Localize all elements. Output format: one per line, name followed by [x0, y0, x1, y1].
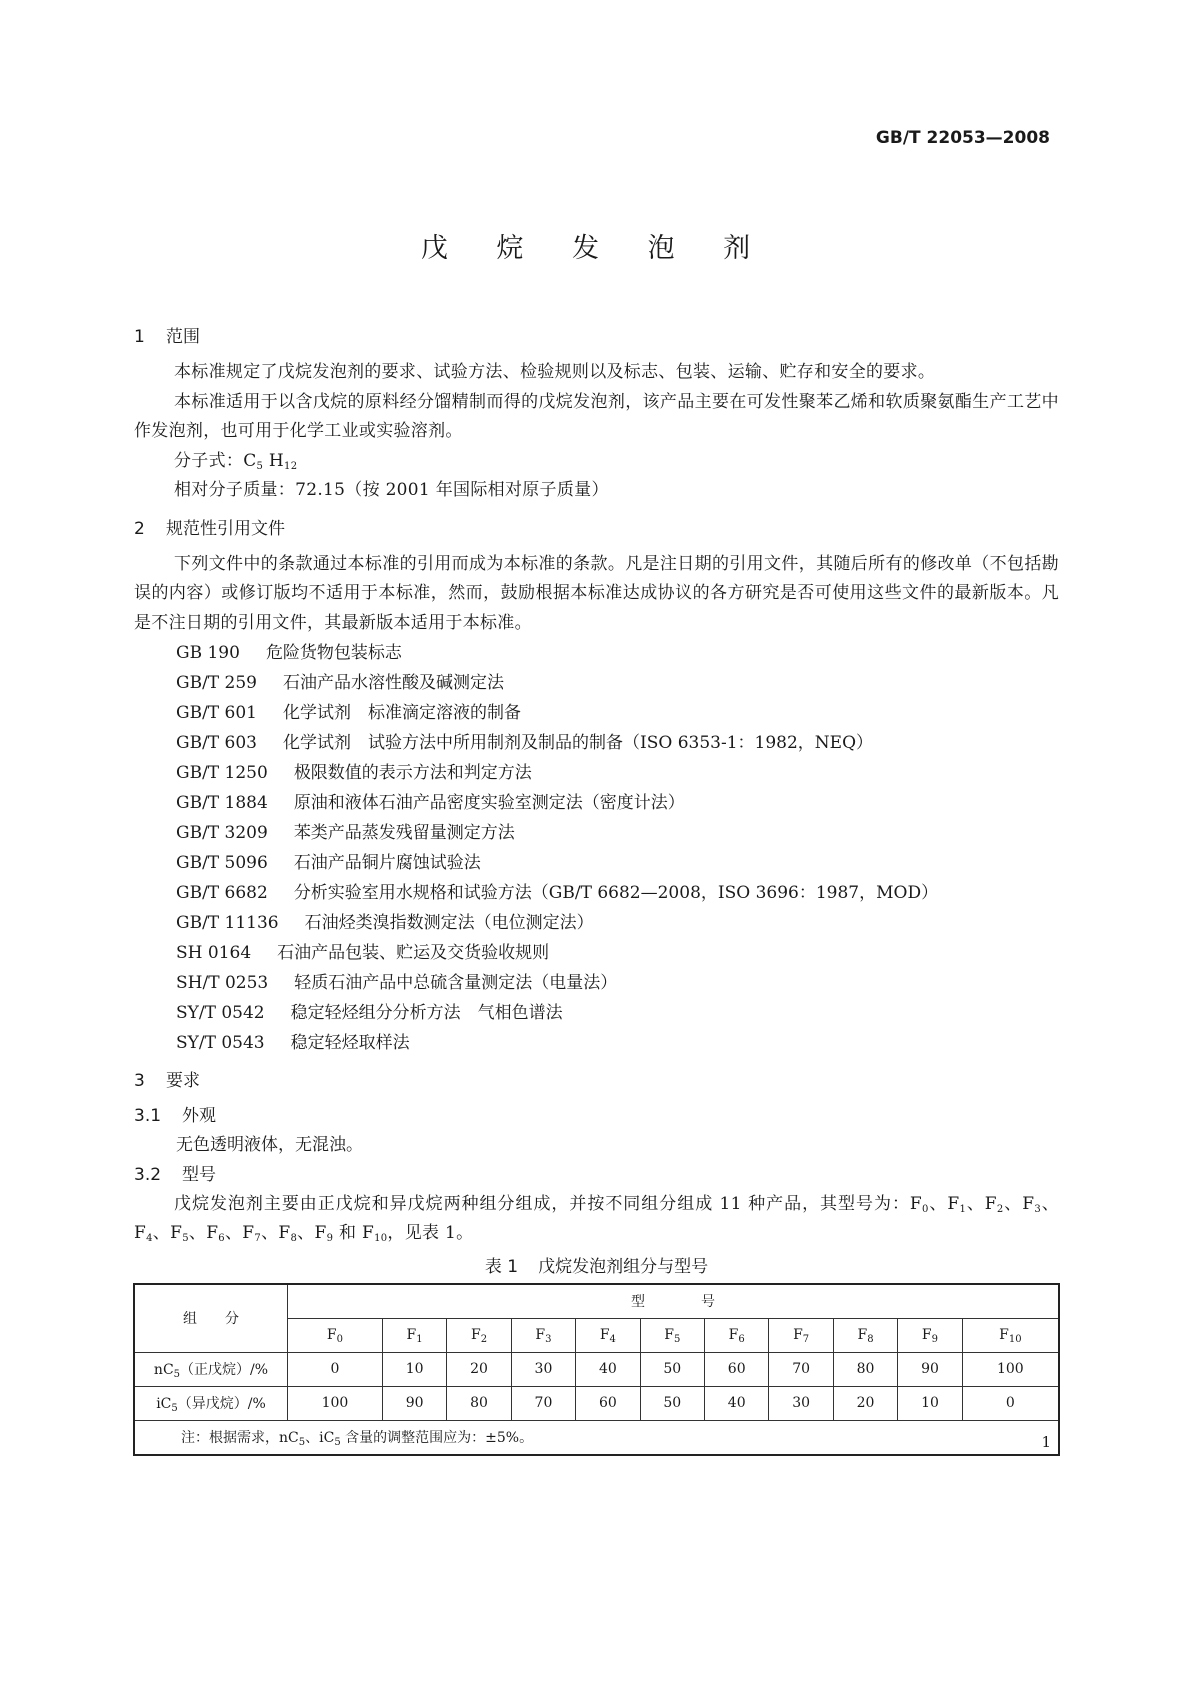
- table-cell: 70: [769, 1352, 833, 1386]
- reference-title: 极限数值的表示方法和判定方法: [293, 763, 532, 783]
- table-cell: 80: [833, 1352, 897, 1386]
- reference-title: 轻质石油产品中总硫含量测定法（电量法）: [294, 973, 618, 993]
- table-note: 注：根据需求，$nC_5$、$iC_5$ 含量的调整范围应为：±5%。: [134, 1420, 1059, 1455]
- model-code-cell: $F_3$: [511, 1318, 575, 1352]
- table-cell: 90: [898, 1352, 962, 1386]
- reference-item: [134, 788, 1059, 818]
- reference-title: 稳定轻烃组分分析方法 气相色谱法: [290, 1003, 563, 1023]
- model-code-cell: $F_0$: [288, 1318, 383, 1352]
- reference-code: GB/T 3209: [176, 823, 268, 843]
- table-cell: 20: [447, 1352, 511, 1386]
- table-cell: 10: [898, 1386, 962, 1420]
- reference-code: GB/T 11136: [176, 913, 279, 933]
- reference-code: GB/T 6682: [176, 883, 268, 903]
- table-cell: 30: [769, 1386, 833, 1420]
- table-cell: 20: [833, 1386, 897, 1420]
- reference-item: [134, 668, 1059, 698]
- table-cell: 50: [640, 1352, 704, 1386]
- reference-title: 石油产品铜片腐蚀试验法: [293, 853, 481, 873]
- reference-code: GB 190: [176, 643, 240, 663]
- section-number: 1: [134, 327, 145, 347]
- subsection-3-2-heading: 3.2 型号: [134, 1164, 216, 1185]
- section-number: 2: [134, 518, 145, 539]
- model-code-cell: $F_1$: [382, 1318, 446, 1352]
- reference-code: GB/T 1250: [176, 763, 268, 783]
- reference-title: 苯类产品蒸发残留量测定方法: [293, 823, 515, 843]
- reference-title: 原油和液体石油产品密度实验室测定法（密度计法）: [293, 793, 685, 813]
- group-header: 组 分: [134, 1284, 288, 1353]
- reference-item: [134, 818, 1059, 848]
- model-code-cell: $F_9$: [898, 1318, 962, 1352]
- section-title: 范围: [166, 327, 200, 347]
- molecular-formula: 分子式：$C_5$ $H_{12}$: [174, 450, 298, 472]
- composition-table: [133, 1283, 1060, 1456]
- molecular-mass: 相对分子质量：72.15（按 2001 年国际相对原子质量）: [174, 480, 609, 500]
- section-3-heading: [134, 1066, 1059, 1096]
- table-cell: 50: [640, 1386, 704, 1420]
- reference-item: [134, 938, 1059, 968]
- reference-code: GB/T 1884: [176, 793, 268, 813]
- reference-title: 石油烃类溴指数测定法（电位测定法）: [304, 913, 594, 933]
- reference-title: 稳定轻烃取样法: [290, 1033, 410, 1053]
- table-caption: 表 1 戊烷发泡剂组分与型号: [484, 1256, 709, 1277]
- table-cell: 0: [962, 1386, 1059, 1420]
- model-code-cell: $F_7$: [769, 1318, 833, 1352]
- section-title: 要求: [166, 1071, 200, 1091]
- reference-code: SH/T 0253: [176, 973, 269, 993]
- reference-item: [134, 908, 1059, 938]
- document-title: 戊 烷 发 泡 剂: [420, 233, 771, 264]
- model-code-cell: $F_{10}$: [962, 1318, 1059, 1352]
- table-cell: 60: [576, 1386, 640, 1420]
- section-2-heading: [134, 514, 1059, 544]
- scope-paragraph-2: 本标准适用于以含戊烷的原料经分馏精制而得的戊烷发泡剂，该产品主要在可发性聚苯乙烯和软质聚氨酯生产工艺中作发泡剂，也可用于化学工业或实验溶剂。: [134, 391, 1059, 441]
- reference-code: GB/T 603: [176, 733, 257, 753]
- model-paragraph: 戊烷发泡剂主要由正戊烷和异戊烷两种组分组成，并按不同组分组成 11 种产品，其型号为：$F_0$、$F_1$、$F_2$、$F_3$、$F_4$、$F_5$、$F_6$、$F_7$、$F_8$、$F_9$ 和 $F_{10}$，见表 1。: [134, 1193, 1059, 1244]
- reference-title: 石油产品水溶性酸及碱测定法: [283, 673, 504, 693]
- reference-item: [134, 968, 1059, 998]
- reference-title: 危险货物包装标志: [265, 643, 402, 663]
- reference-item: [134, 698, 1059, 728]
- table-cell: 80: [447, 1386, 511, 1420]
- scope-paragraph-1: 本标准规定了戊烷发泡剂的要求、试验方法、检验规则以及标志、包装、运输、贮存和安全的要求。: [174, 362, 936, 382]
- table-cell: 30: [511, 1352, 575, 1386]
- section-title: 规范性引用文件: [166, 518, 285, 539]
- reference-item: [134, 758, 1059, 788]
- reference-item: [134, 848, 1059, 878]
- reference-item: [134, 998, 1059, 1028]
- reference-item: [134, 878, 1059, 908]
- table-cell: 90: [382, 1386, 446, 1420]
- reference-code: SY/T 0542: [176, 1003, 265, 1023]
- standard-code: GB/T 22053—2008: [875, 128, 1050, 148]
- reference-code: SH 0164: [176, 943, 252, 963]
- reference-title: 化学试剂 标准滴定溶液的制备: [283, 703, 521, 723]
- reference-code: GB/T 601: [176, 703, 257, 723]
- reference-title: 石油产品包装、贮运及交货验收规则: [277, 943, 550, 963]
- section-1-heading: [134, 322, 1059, 352]
- table-cell: 0: [288, 1352, 383, 1386]
- table-cell: 100: [288, 1386, 383, 1420]
- model-header: 型 号: [288, 1284, 1060, 1319]
- references-intro: 下列文件中的条款通过本标准的引用而成为本标准的条款。凡是注日期的引用文件，其随后所有的修改单（不包括勘误的内容）或修订版均不适用于本标准，然而，鼓励根据本标准达成协议的各方研究是否可使用这些文件的最新版本。凡是不注日期的引用文件，其最新版本适用于本标准。: [134, 553, 1059, 633]
- table-cell: 40: [705, 1386, 769, 1420]
- table-row: [134, 1352, 1059, 1386]
- table-cell: 10: [382, 1352, 446, 1386]
- reference-item: [134, 638, 1059, 668]
- reference-title: 化学试剂 试验方法中所用制剂及制品的制备（ISO 6353-1：1982，NEQ）: [283, 733, 874, 753]
- row-label: $iC_5$（异戊烷）/%: [134, 1386, 288, 1420]
- table-cell: 100: [962, 1352, 1059, 1386]
- document-body: [134, 322, 1059, 1456]
- page-number: 1: [1041, 1433, 1051, 1451]
- model-code-cell: $F_4$: [576, 1318, 640, 1352]
- section-number: 3: [134, 1071, 145, 1091]
- model-code-cell: $F_2$: [447, 1318, 511, 1352]
- subsection-3-1-heading: 3.1 外观: [134, 1106, 216, 1126]
- reference-list: [134, 638, 1059, 1058]
- table-cell: 40: [576, 1352, 640, 1386]
- appearance-text: 无色透明液体，无混浊。: [176, 1135, 363, 1155]
- table-row: [134, 1386, 1059, 1420]
- model-code-cell: $F_6$: [705, 1318, 769, 1352]
- reference-code: GB/T 5096: [176, 853, 268, 873]
- model-code-cell: $F_8$: [833, 1318, 897, 1352]
- reference-code: SY/T 0543: [176, 1033, 265, 1053]
- row-label: $nC_5$（正戊烷）/%: [134, 1352, 288, 1386]
- reference-code: GB/T 259: [176, 673, 257, 693]
- table-cell: 60: [705, 1352, 769, 1386]
- reference-item: [134, 1028, 1059, 1058]
- reference-item: [134, 728, 1059, 758]
- table-cell: 70: [511, 1386, 575, 1420]
- reference-title: 分析实验室用水规格和试验方法（GB/T 6682—2008，ISO 3696：1987，MOD）: [293, 883, 939, 903]
- model-code-cell: $F_5$: [640, 1318, 704, 1352]
